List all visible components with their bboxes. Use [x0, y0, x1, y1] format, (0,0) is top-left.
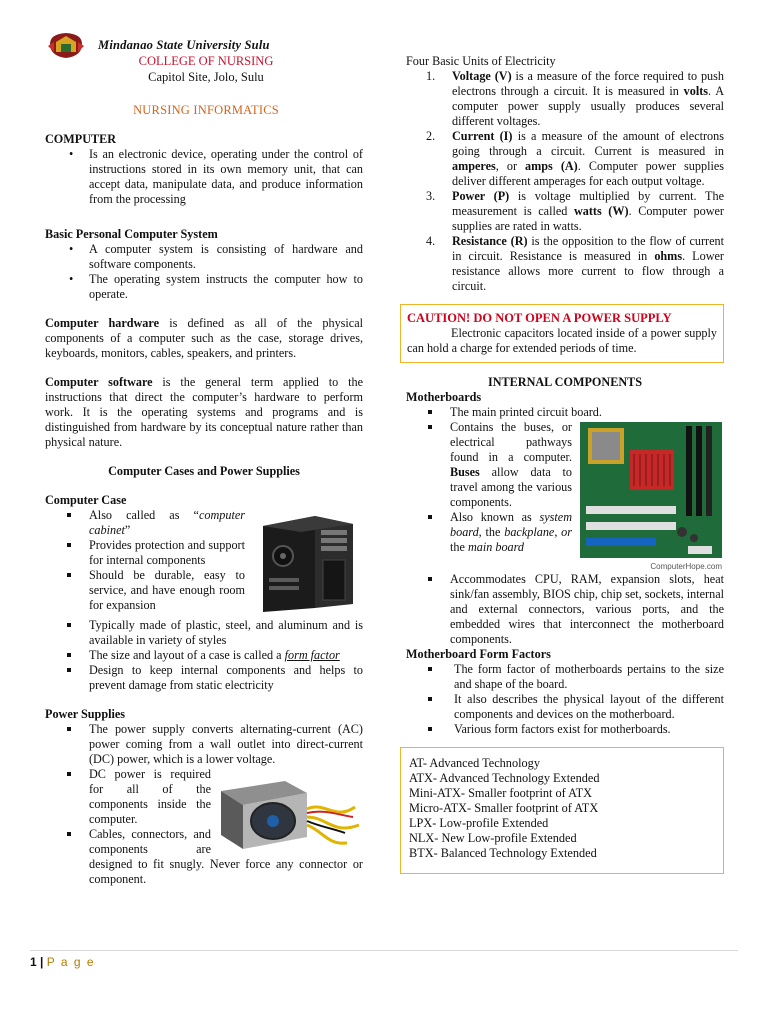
- list-item: Provides protection and support for internal components: [45, 538, 363, 568]
- hardware-paragraph: [45, 316, 363, 361]
- list-item: The form factor of motherboards pertains to the size and shape of the board.: [406, 662, 724, 692]
- form-factor-types-box: [400, 747, 724, 874]
- units-list: [406, 69, 724, 294]
- list-item: Design to keep internal components and helps to prevent damage from static electricity: [45, 663, 363, 693]
- case-list: [45, 508, 363, 693]
- right-column: [406, 54, 724, 874]
- case-heading: Computer Case: [45, 493, 127, 507]
- list-item: Various form factors exist for motherboards.: [406, 722, 724, 737]
- list-item: 1. Voltage (V) is a measure of the force required to push electrons through a circuit. It is measured in volts. A computer power supply usually produces several different voltages.: [426, 69, 724, 128]
- form-factor-type: Mini-ATX- Smaller footprint of ATX: [409, 786, 593, 800]
- caution-text: Electronic capacitors located inside of a power supply can hold a charge for extended periods of time.: [407, 326, 717, 355]
- list-item: • A computer system is consisting of hardware and software components.: [45, 242, 363, 272]
- form-factor-type: AT- Advanced Technology: [409, 756, 540, 770]
- list-item: • The operating system instructs the computer how to operate.: [45, 272, 363, 302]
- software-term: Computer software: [45, 375, 153, 389]
- list-item: The main printed circuit board.: [406, 405, 724, 420]
- list-item: 2. Current (I) is a measure of the amount of electrons going through a circuit. Current is measured in amperes, or amps (A). Computer power supplies deliver different amperages for each output voltage.: [426, 129, 725, 188]
- form-factor-type: Micro-ATX- Smaller footprint of ATX: [409, 801, 599, 815]
- basic-system-heading: Basic Personal Computer System: [45, 227, 218, 241]
- list-item: 3. Power (P) is voltage multiplied by current. The measurement is called watts (W). Computer power supplies are rated in watts.: [426, 189, 724, 233]
- list-item: Accommodates CPU, RAM, expansion slots, heat sink/fan assembly, BIOS chip, chip set, sockets, internal and external connectors, various ports, and the embedded wires that interconnect the motherboard components.: [406, 572, 724, 647]
- list-item: • Is an electronic device, operating under the control of instructions stored in its own memory unit, that can accept data, manipulate data, and produce information from the processing: [45, 147, 363, 207]
- computer-list: [45, 147, 363, 207]
- university-name: Mindanao State University Sulu: [98, 38, 270, 52]
- page-number: 1: [30, 955, 37, 969]
- units-heading: Four Basic Units of Electricity: [406, 54, 556, 68]
- cases-heading: Computer Cases and Power Supplies: [108, 464, 300, 478]
- list-item: 4. Resistance (R) is the opposition to the flow of current in circuit. Resistance is measured in ohms. Lower resistance allows more current to flow through a circuit.: [426, 234, 724, 293]
- image-credit: ComputerHope.com: [650, 562, 722, 571]
- list-item: The size and layout of a case is called a form factor: [45, 648, 363, 663]
- caution-box: [400, 304, 724, 363]
- form-factor-type: ATX- Advanced Technology Extended: [409, 771, 600, 785]
- form-factor-term: form factor: [284, 648, 340, 662]
- page-footer: [30, 950, 738, 970]
- power-supplies-heading: Power Supplies: [45, 707, 126, 721]
- power-supplies-list-2: [45, 767, 363, 887]
- motherboard-list: [406, 405, 724, 420]
- computer-heading: COMPUTER: [45, 132, 117, 146]
- software-paragraph: [45, 375, 363, 450]
- list-item: Also called as “computer cabinet”: [45, 508, 363, 538]
- page-separator: |: [40, 955, 44, 969]
- list-item: It also describes the physical layout of the different components and devices on the motherboard.: [406, 692, 724, 722]
- motherboards-heading: Motherboards: [406, 390, 482, 404]
- list-item: Should be durable, easy to service, and have enough room for expansion: [45, 568, 363, 613]
- page-label: P a g e: [46, 955, 96, 969]
- list-item: Contains the buses, or electrical pathways found in a computer. Buses allow data to travel among the various components.: [406, 420, 724, 510]
- power-supplies-list: [45, 722, 363, 767]
- list-item: Cables, connectors, and components are designed to fit snugly. Never force any connector or component.: [45, 827, 363, 887]
- list-item: Also known as system board, the backplane, or the main board: [406, 510, 724, 555]
- software-text: is the general term applied to the instructions that direct the computer’s hardware to perform work. It is the operating systems and programs and is distinguished from hardware by its conceptual nature rather than physical nature.: [45, 375, 363, 449]
- form-factor-type: NLX- New Low-profile Extended: [409, 831, 577, 845]
- form-factors-list: [406, 662, 724, 737]
- left-column: [45, 132, 363, 887]
- list-item: The power supply converts alternating-current (AC) power coming from a wall outlet into direct-current (DC) power, which is a lower voltage.: [45, 722, 363, 767]
- hardware-term: Computer hardware: [45, 316, 160, 330]
- list-item: Typically made of plastic, steel, and aluminum and is available in variety of styles: [45, 618, 363, 648]
- hardware-text: is defined as all of the physical components of a computer such as the case, storage drives, keyboards, monitors, cables, speakers, and printers.: [45, 316, 363, 360]
- college-name: COLLEGE OF NURSING: [138, 54, 274, 68]
- form-factors-heading: Motherboard Form Factors: [406, 647, 551, 661]
- form-factor-type: BTX- Balanced Technology Extended: [409, 846, 597, 860]
- internal-components-heading: INTERNAL COMPONENTS: [487, 375, 643, 389]
- basic-system-list: [45, 242, 363, 302]
- campus-address: Capitol Site, Jolo, Sulu: [148, 70, 264, 84]
- subject-title: NURSING INFORMATICS: [133, 103, 279, 117]
- motherboard-list-2: [406, 420, 724, 647]
- caution-heading: CAUTION! DO NOT OPEN A POWER SUPPLY: [407, 311, 672, 325]
- list-item: DC power is required for all of the components inside the computer.: [45, 767, 363, 827]
- form-factor-type: LPX- Low-profile Extended: [409, 816, 549, 830]
